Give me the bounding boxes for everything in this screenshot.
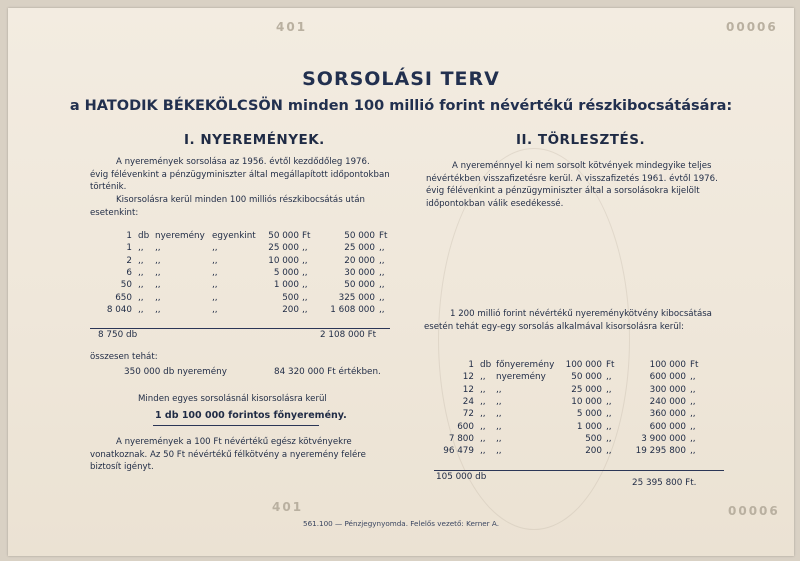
cell-label: ,, [155, 243, 161, 254]
cell-unit: ,, [138, 243, 144, 254]
cell-total-unit: ,, [690, 372, 696, 383]
prizes-total-label: összesen tehát: [90, 352, 158, 362]
cell-unit: ,, [480, 409, 486, 420]
ghost-serial-top-right: 00006 [726, 20, 778, 34]
cell-amount-unit: ,, [606, 372, 612, 383]
cell-count: 12 [462, 384, 474, 395]
cell-unit: ,, [138, 255, 144, 266]
cell-amount: 10 000 [268, 255, 299, 266]
section-heading-prizes: I. NYEREMÉNYEK. [184, 132, 325, 148]
cell-amount-unit: ,, [606, 421, 612, 432]
cell-total-unit: ,, [690, 446, 696, 457]
cell-total-unit: ,, [379, 243, 385, 254]
table-row [8, 445, 794, 457]
cell-count: 600 [457, 421, 474, 432]
cell-total: 600 000 [649, 421, 686, 432]
prizes-intro-text: A nyeremények sorsolása az 1956. évtől kezdődőleg 1976. évig félévenkint a pénzügyminiszter által megállapított időpontokban történik. [90, 157, 390, 192]
cell-unit: ,, [480, 372, 486, 383]
cell-total: 100 000 [649, 360, 686, 370]
cell-each: egyenkint [212, 231, 256, 241]
cell-each: ,, [212, 255, 218, 266]
cell-label: ,, [155, 292, 161, 303]
cell-unit: ,, [480, 446, 486, 457]
cell-count: 6 [126, 267, 132, 278]
cell-amount-unit: ,, [302, 280, 308, 291]
cell-each: ,, [212, 243, 218, 254]
cell-amount-unit: ,, [606, 409, 612, 420]
table-row [8, 242, 794, 254]
cell-unit: db [138, 231, 150, 241]
cell-total: 19 295 800 [635, 446, 686, 457]
document-title: SORSOLÁSI TERV [302, 68, 500, 90]
cell-count: 650 [115, 292, 132, 303]
cell-label: nyeremény [496, 372, 546, 383]
cell-amount-unit: ,, [302, 255, 308, 266]
cell-unit: ,, [138, 304, 144, 315]
cell-each: ,, [212, 280, 218, 291]
cell-each: ,, [212, 292, 218, 303]
prizes-closing-text: A nyeremények a 100 Ft névértékű egész kötvényekre vonatkoznak. Az 50 Ft névértékű félkötvény a nyeremény felére biztosít igényt. [90, 437, 366, 472]
prizes-sum-count: 8 750 db [98, 330, 138, 340]
cell-total: 240 000 [649, 396, 686, 407]
cell-amount-unit: ,, [606, 446, 612, 457]
cell-amount-unit: Ft [302, 231, 311, 241]
cell-total: 1 608 000 [330, 304, 375, 315]
cell-label: ,, [496, 446, 502, 457]
section-heading-repayment: II. TÖRLESZTÉS. [516, 132, 646, 148]
cell-count: 1 [126, 243, 132, 254]
table-row [8, 292, 794, 304]
prizes-draw-note: Kisorsolásra kerül minden 100 milliós részkibocsátás után esetenkint: [90, 195, 365, 218]
cell-total: 50 000 [344, 280, 375, 291]
cell-total: 300 000 [649, 384, 686, 395]
cell-amount-unit: ,, [302, 267, 308, 278]
table-row [8, 396, 794, 408]
cell-label: ,, [496, 384, 502, 395]
cell-count: 2 [126, 255, 132, 266]
cell-label: ,, [496, 396, 502, 407]
cell-label: ,, [496, 421, 502, 432]
cell-label: ,, [155, 304, 161, 315]
cell-total-unit: ,, [690, 409, 696, 420]
ghost-serial-bottom-right: 00006 [728, 504, 780, 518]
cell-total: 30 000 [344, 267, 375, 278]
cell-label: nyeremény [155, 231, 205, 241]
cell-amount-unit: ,, [606, 396, 612, 407]
cell-unit: ,, [138, 267, 144, 278]
table-row [8, 384, 794, 396]
table-row [8, 433, 794, 445]
cell-total: 325 000 [338, 292, 375, 303]
table-row [8, 255, 794, 267]
cell-count: 12 [462, 372, 474, 383]
cell-amount: 100 000 [565, 360, 602, 370]
cell-amount: 500 [585, 433, 602, 444]
cell-total-unit: ,, [379, 255, 385, 266]
repayment-intro-text: A nyereménnyel ki nem sorsolt kötvények mindegyike teljes névértékben visszafizetésre kerül. A visszafizetés 1961. évtől 1976. évig félévenkint a pénzügyminiszter által a sorsolásokra kijelölt időpontokban válik esedékessé. [426, 161, 718, 209]
cell-total: 600 000 [649, 372, 686, 383]
cell-count: 7 800 [448, 433, 474, 444]
cell-count: 24 [462, 396, 474, 407]
cell-unit: ,, [480, 396, 486, 407]
table-row [8, 421, 794, 433]
cell-amount: 25 000 [268, 243, 299, 254]
document-subtitle: a HATODIK BÉKEKÖLCSÖN minden 100 millió forint névértékű részkibocsátására: [69, 98, 733, 114]
cell-total: 25 000 [344, 243, 375, 254]
cell-unit: db [480, 360, 492, 370]
repayment-sum-count: 105 000 db [436, 472, 487, 482]
cell-count: 1 [126, 231, 132, 241]
cell-amount: 50 000 [571, 372, 602, 383]
cell-amount-unit: ,, [302, 292, 308, 303]
cell-amount: 1 000 [576, 421, 602, 432]
cell-count: 72 [462, 409, 474, 420]
cell-amount: 50 000 [268, 231, 299, 241]
cell-total-unit: Ft [379, 231, 388, 241]
cell-each: ,, [212, 267, 218, 278]
cell-amount-unit: Ft [606, 360, 615, 370]
cell-amount: 25 000 [571, 384, 602, 395]
cell-total-unit: Ft [690, 360, 699, 370]
cell-total: 360 000 [649, 409, 686, 420]
cell-unit: ,, [138, 292, 144, 303]
cell-amount: 5 000 [576, 409, 602, 420]
cell-total: 3 900 000 [641, 433, 686, 444]
cell-amount-unit: ,, [606, 384, 612, 395]
cell-total-unit: ,, [690, 396, 696, 407]
ghost-mark-bottom: 401 [272, 500, 304, 514]
cell-amount: 500 [282, 292, 299, 303]
cell-amount: 10 000 [571, 396, 602, 407]
table-row [8, 359, 794, 371]
ghost-mark-top: 401 [276, 20, 308, 34]
cell-count: 8 040 [106, 304, 132, 315]
cell-label: ,, [496, 433, 502, 444]
cell-total-unit: ,, [379, 280, 385, 291]
cell-amount: 1 000 [273, 280, 299, 291]
cell-amount: 200 [282, 304, 299, 315]
repayment-sum-total: 25 395 800 Ft. [632, 478, 697, 488]
cell-amount: 200 [585, 446, 602, 457]
cell-amount-unit: ,, [302, 304, 308, 315]
table-row [8, 408, 794, 420]
cell-total-unit: ,, [690, 433, 696, 444]
cell-unit: ,, [480, 384, 486, 395]
prizes-total-count: 350 000 db nyeremény [124, 367, 227, 377]
repayment-note-text: 1 200 millió forint névértékű nyereménykötvény kibocsátása esetén tehát egy-egy sorsolás alkalmával kisorsolásra kerül: [424, 309, 712, 332]
cell-count: 50 [120, 280, 132, 291]
document-sheet [8, 8, 794, 556]
cell-unit: ,, [138, 280, 144, 291]
cell-label: ,, [155, 255, 161, 266]
cell-count: 96 479 [443, 446, 474, 457]
cell-unit: ,, [480, 421, 486, 432]
cell-total: 20 000 [344, 255, 375, 266]
prizes-sum-total: 2 108 000 Ft [320, 330, 377, 340]
table-row [8, 267, 794, 279]
main-prize-text: 1 db 100 000 forintos főnyeremény. [155, 410, 347, 421]
table-row [8, 230, 794, 242]
cell-unit: ,, [480, 433, 486, 444]
cell-total-unit: ,, [690, 421, 696, 432]
table-row [8, 279, 794, 291]
cell-total: 50 000 [344, 231, 375, 241]
cell-each: ,, [212, 304, 218, 315]
cell-total-unit: ,, [379, 267, 385, 278]
printer-footer: 561.100 — Pénzjegynyomda. Felelős vezető: Kerner A. [303, 519, 499, 528]
cell-total-unit: ,, [379, 292, 385, 303]
cell-amount-unit: ,, [606, 433, 612, 444]
cell-amount-unit: ,, [302, 243, 308, 254]
cell-label: ,, [155, 280, 161, 291]
cell-amount: 5 000 [273, 267, 299, 278]
cell-label: főnyeremény [496, 360, 555, 370]
cell-total-unit: ,, [379, 304, 385, 315]
prizes-total-amount: 84 320 000 Ft értékben. [274, 367, 381, 377]
cell-label: ,, [496, 409, 502, 420]
main-prize-intro: Minden egyes sorsolásnál kisorsolásra kerül [138, 394, 327, 404]
cell-label: ,, [155, 267, 161, 278]
cell-total-unit: ,, [690, 384, 696, 395]
cell-count: 1 [468, 360, 474, 370]
table-row [8, 371, 794, 383]
